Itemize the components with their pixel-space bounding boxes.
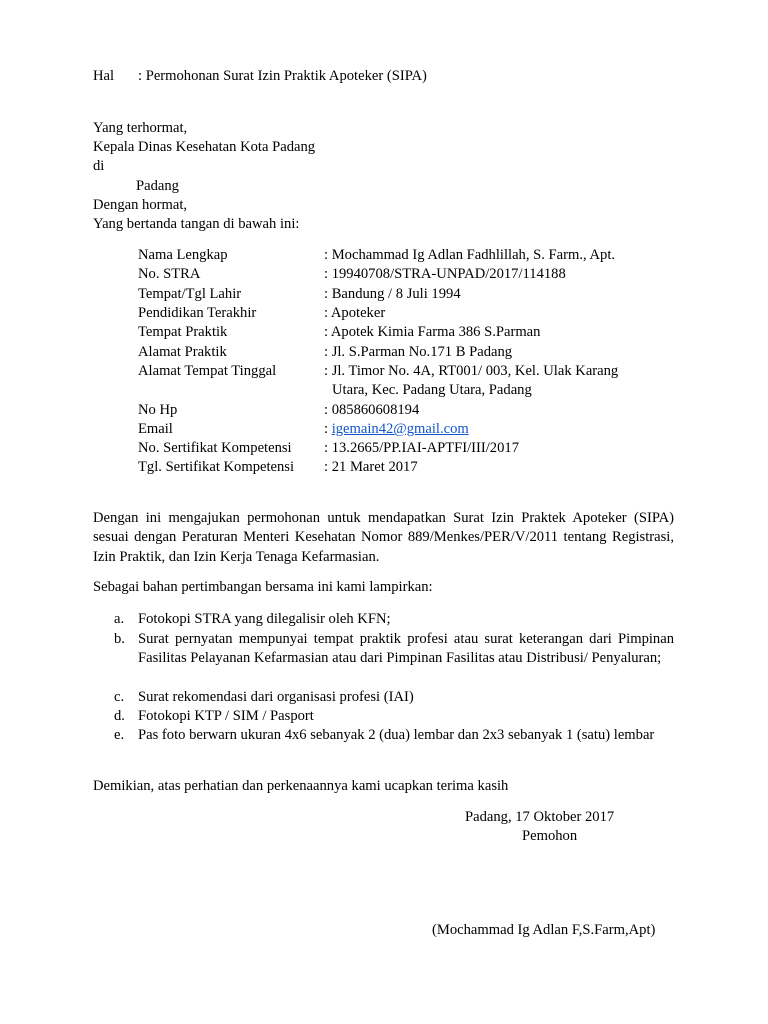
field-label-stra: No. STRA [138,266,201,282]
subject-label: Hal [93,68,115,84]
field-label-alamat-tinggal: Alamat Tempat Tinggal [138,363,277,379]
list-item-b: Surat pernyatan mempunyai tempat praktik profesi atau surat keterangan dari Pimpinan Fasilitas Pelayanan Kefarmasian atau dari Pimpinan Fasilitas atau Distribusi/ Penyaluran; [138,631,674,667]
field-label-email: Email [138,421,173,437]
field-value-pendidikan: : Apoteker [324,305,386,321]
field-label-tgl-sertifikat: Tgl. Sertifikat Kompetensi [138,459,295,475]
field-label-ttl: Tempat/Tgl Lahir [138,286,242,302]
signature-place-date: Padang, 17 Oktober 2017 [465,809,615,825]
field-value-nama: : Mochammad Ig Adlan Fadhlillah, S. Farm., Apt. [324,247,616,263]
field-value-alamat-praktik: : Jl. S.Parman No.171 B Padang [324,344,513,360]
field-label-tempat-praktik: Tempat Praktik [138,324,228,340]
field-value-email-wrap [324,420,469,439]
field-value-tempat-praktik: : Apotek Kimia Farma 386 S.Parman [324,324,541,340]
field-value-alamat-tinggal: : Jl. Timor No. 4A, RT001/ 003, Kel. Ulak Karang [324,363,619,379]
field-value-stra: : 19940708/STRA-UNPAD/2017/114188 [324,266,566,282]
salutation: Yang terhormat, [93,120,188,136]
recipient-city: Padang [136,178,179,194]
list-marker-d: d. [114,708,125,724]
closing-paragraph: Demikian, atas perhatian dan perkenaannya kami ucapkan terima kasih [93,778,509,794]
list-item-d: Fotokopi KTP / SIM / Pasport [138,708,314,724]
field-label-no-sertifikat: No. Sertifikat Kompetensi [138,440,292,456]
field-label-nama: Nama Lengkap [138,247,228,263]
request-paragraph: Dengan ini mengajukan permohonan untuk mendapatkan Surat Izin Praktek Apoteker (SIPA) sesuai dengan Peraturan Menteri Kesehatan Nomor 889/Menkes/PER/V/2011 tentang Registrasi, Izin Praktik, dan Izin Kerja Tenaga Kefarmasian. [93,510,674,565]
field-value-no-sertifikat: : 13.2665/PP.IAI-APTFI/III/2017 [324,440,519,456]
list-item-e: Pas foto berwarn ukuran 4x6 sebanyak 2 (dua) lembar dan 2x3 sebanyak 1 (satu) lembar [138,727,655,743]
intro-line: Yang bertanda tangan di bawah ini: [93,216,300,232]
recipient-office: Kepala Dinas Kesehatan Kota Padang [93,139,316,155]
field-label-alamat-praktik: Alamat Praktik [138,344,227,360]
recipient-di: di [93,158,105,174]
greeting: Dengan hormat, [93,197,188,213]
field-label-hp: No Hp [138,402,178,418]
subject-text: : Permohonan Surat Izin Praktik Apoteker (SIPA) [138,68,427,84]
list-marker-e: e. [114,727,125,743]
list-marker-b: b. [114,631,125,647]
field-value-alamat-tinggal-cont: Utara, Kec. Padang Utara, Padang [332,382,532,398]
field-label-pendidikan: Pendidikan Terakhir [138,305,257,321]
signature-name: (Mochammad Ig Adlan F,S.Farm,Apt) [432,922,656,938]
list-item-a: Fotokopi STRA yang dilegalisir oleh KFN; [138,611,391,627]
field-value-tgl-sertifikat: : 21 Maret 2017 [324,459,418,475]
field-value-hp: : 085860608194 [324,402,420,418]
email-link[interactable]: igemain42@gmail.com [331,421,469,437]
signature-role: Pemohon [522,828,578,844]
field-value-ttl: : Bandung / 8 Juli 1994 [324,286,461,302]
list-item-c: Surat rekomendasi dari organisasi profesi (IAI) [138,689,414,705]
list-marker-a: a. [114,611,125,627]
list-marker-c: c. [114,689,125,705]
attachments-intro: Sebagai bahan pertimbangan bersama ini kami lampirkan: [93,579,433,595]
email-colon: : [324,421,332,437]
